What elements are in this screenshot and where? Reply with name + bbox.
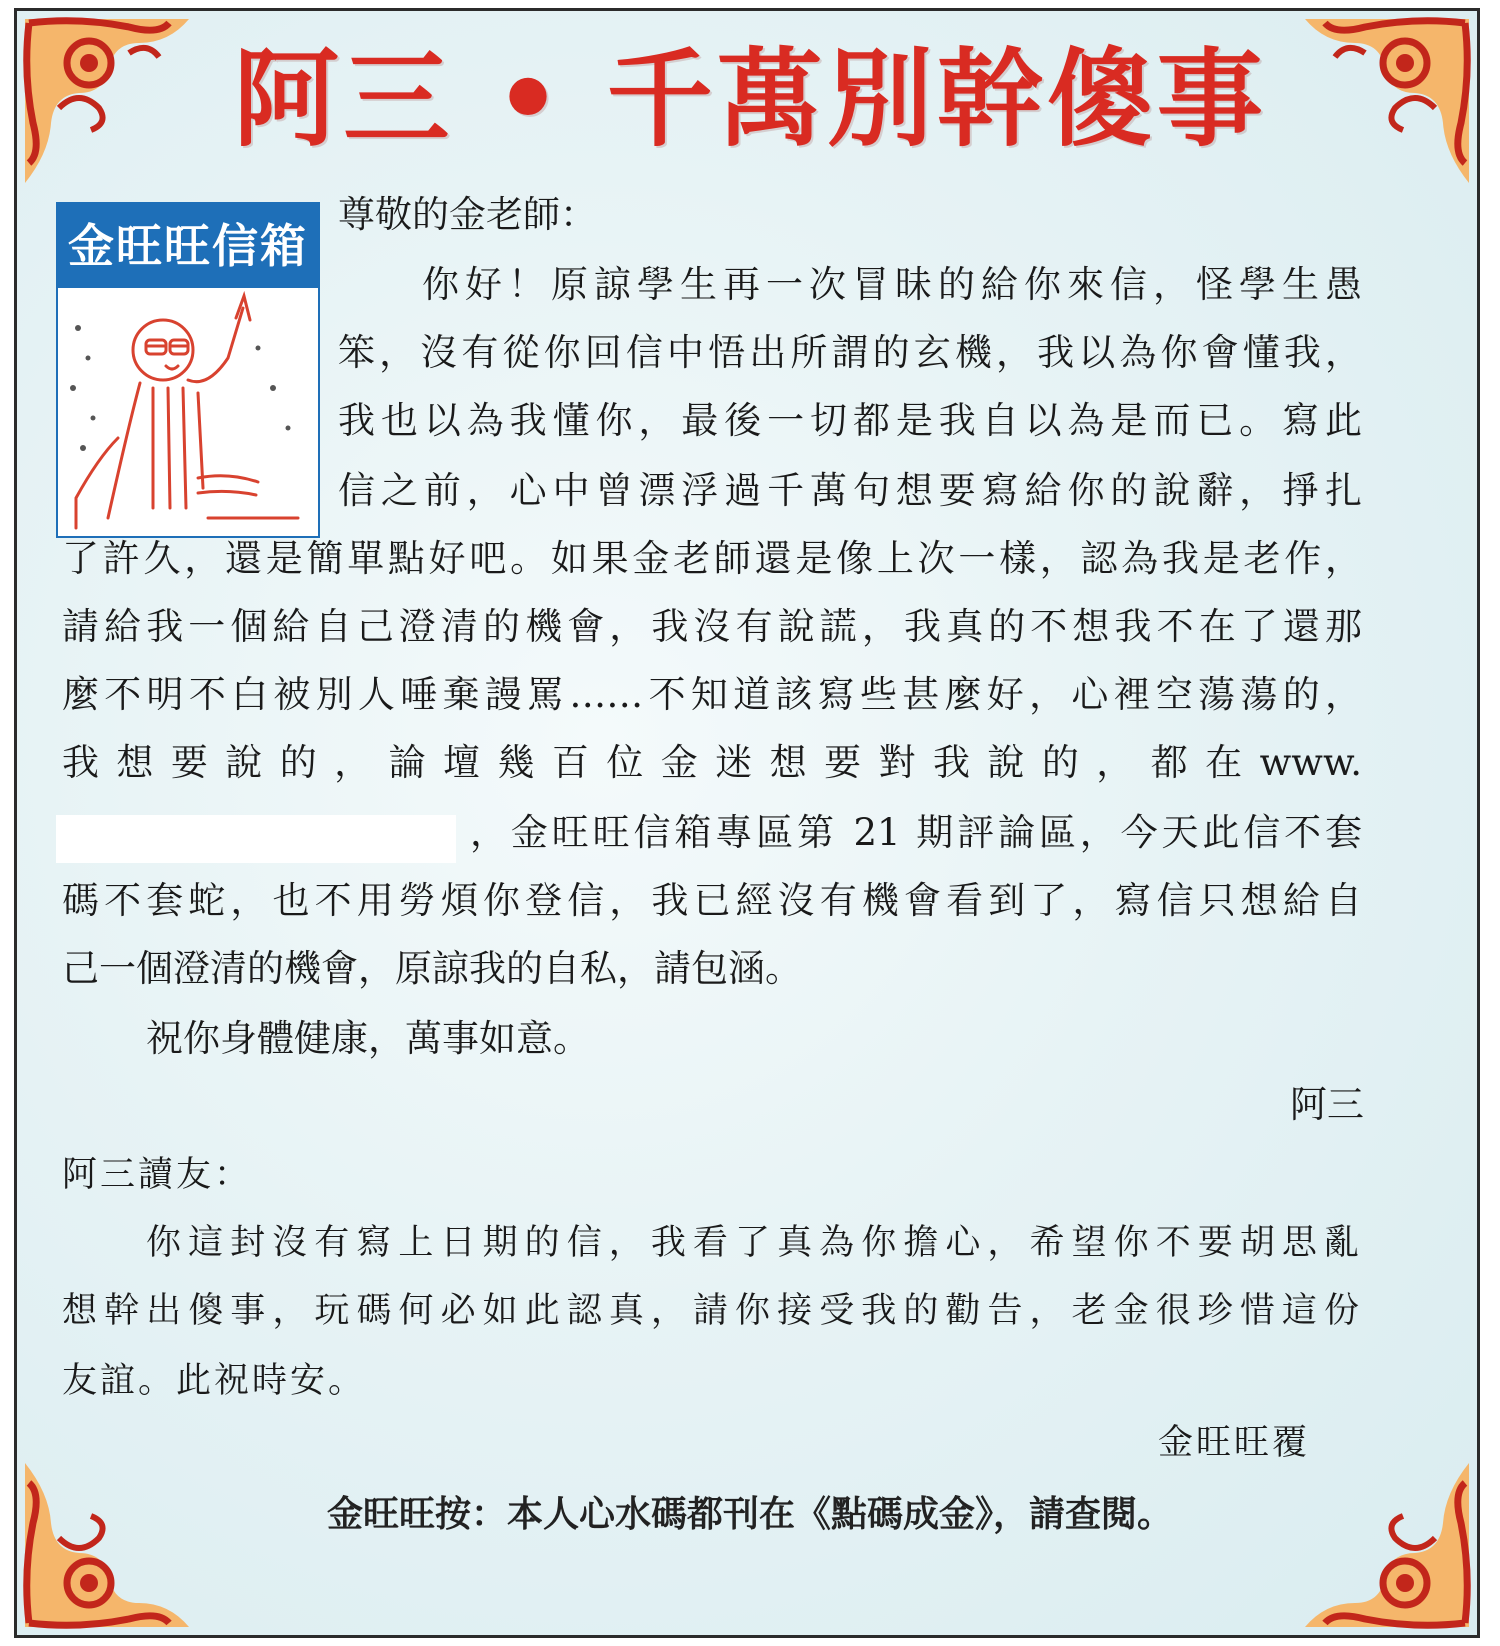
letter-signature: 阿三 [1290, 1083, 1364, 1126]
corner-ornament-icon [19, 1453, 199, 1633]
letter-line: ，金旺旺信箱專區第 21 期評論區，今天此信不套 [470, 811, 1362, 854]
letter-line: 信之前，心中曾漂浮過千萬句想要寫給你的說辭，掙扎 [338, 469, 1362, 512]
column-logo [56, 202, 320, 538]
reply-signature: 金旺旺覆 [1157, 1423, 1310, 1463]
letter-line: 了許久，還是簡單點好吧。如果金老師還是像上次一樣，認為我是老作， [62, 537, 1362, 580]
letter-line: 我想要說的，論壇幾百位金迷想要對我說的，都在www. [62, 741, 1362, 784]
corner-ornament-icon [1295, 1453, 1475, 1633]
reply-line: 想幹出傻事，玩碼何必如此認真，請你接受我的勸告，老金很珍惜這份 [62, 1291, 1362, 1331]
pointing-man-illustration-icon [58, 288, 318, 536]
letter-line: 我也以為我懂你，最後一切都是我自以為是而已。寫此 [338, 399, 1362, 442]
letter-salutation: 尊敬的金老師： [338, 193, 597, 236]
reply-line: 你這封沒有寫上日期的信，我看了真為你擔心，希望你不要胡思亂 [146, 1223, 1362, 1263]
reply-line: 友誼。此祝時安。 [62, 1361, 367, 1401]
letter-line: 你好！原諒學生再一次冒昧的給你來信，怪學生愚 [422, 263, 1362, 306]
reply-salutation: 阿三讀友： [62, 1155, 253, 1195]
letter-line: 己一個澄清的機會，原諒我的自私，請包涵。 [62, 947, 802, 990]
column-label: 金旺旺信箱 [58, 204, 318, 288]
article-title: 阿三 • 千萬別幹傻事 [233, 36, 1267, 161]
letter-line: 笨，沒有從你回信中悟出所謂的玄機，我以為你會懂我， [338, 331, 1362, 374]
letter-line: 請給我一個給自己澄清的機會，我沒有說謊，我真的不想我不在了還那 [62, 605, 1362, 648]
letter-line: 麼不明不白被別人唾棄謾罵……不知道該寫些甚麼好，心裡空蕩蕩的， [62, 673, 1362, 716]
letter-line: 碼不套蛇，也不用勞煩你登信，我已經沒有機會看到了，寫信只想給自 [62, 879, 1362, 922]
redacted-block [56, 815, 456, 863]
letter-closing: 祝你身體健康，萬事如意。 [146, 1017, 590, 1060]
footer-note: 金旺旺按：本人心水碼都刊在《點碼成金》，請查閱。 [326, 1494, 1173, 1535]
